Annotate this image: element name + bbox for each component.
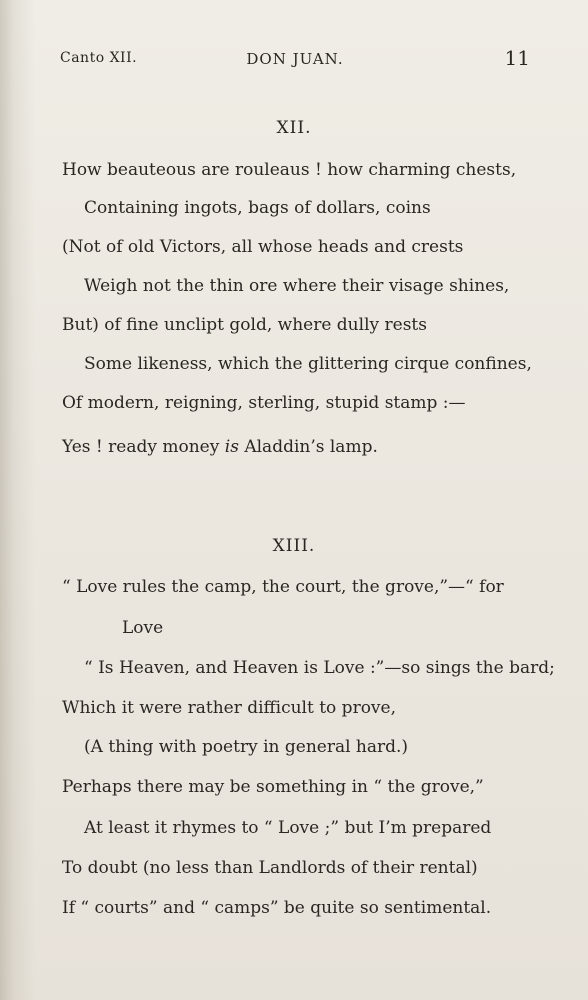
verse-line: Perhaps there may be something in “ the grove,” [62, 777, 484, 797]
show-through-texture [468, 150, 588, 980]
verse-line [62, 437, 378, 457]
running-header [60, 44, 530, 74]
verse-line: How beauteous are rouleaus ! how charming chests, [62, 160, 517, 180]
verse-line-emphasis: is [224, 437, 239, 457]
verse-line: “ Is Heaven, and Heaven is Love :”—so sings the bard; [84, 658, 555, 678]
verse-line: Weigh not the thin ore where their visage shines, [84, 276, 510, 296]
stanza-numeral-xiii: XIII. [272, 536, 316, 556]
verse-line: At least it rhymes to “ Love ;” but I’m prepared [84, 818, 492, 838]
canto-label: Canto XII. [60, 50, 138, 66]
verse-line: Of modern, reigning, sterling, stupid stamp :— [62, 393, 466, 413]
verse-line: Which it were rather difficult to prove, [62, 698, 396, 718]
verse-line: Some likeness, which the glittering cirque confines, [84, 354, 532, 374]
verse-line: (Not of old Victors, all whose heads and crests [62, 237, 464, 257]
book-title: DON JUAN. [246, 50, 344, 68]
verse-line: But) of fine unclipt gold, where dully rests [62, 315, 427, 335]
stanza-numeral-xii: XII. [276, 118, 312, 138]
verse-line: Containing ingots, bags of dollars, coins [84, 198, 431, 218]
verse-line: If “ courts” and “ camps” be quite so sentimental. [62, 898, 492, 918]
verse-line-part: Yes ! ready money [62, 437, 225, 457]
verse-line: Love [122, 618, 164, 638]
page-number: 11 [504, 46, 530, 70]
verse-line: To doubt (no less than Landlords of their rental) [62, 858, 478, 878]
verse-line: “ Love rules the camp, the court, the grove,”—“ for [62, 577, 504, 597]
verse-line: (A thing with poetry in general hard.) [84, 737, 409, 757]
verse-line-part: Aladdin’s lamp. [238, 437, 378, 457]
